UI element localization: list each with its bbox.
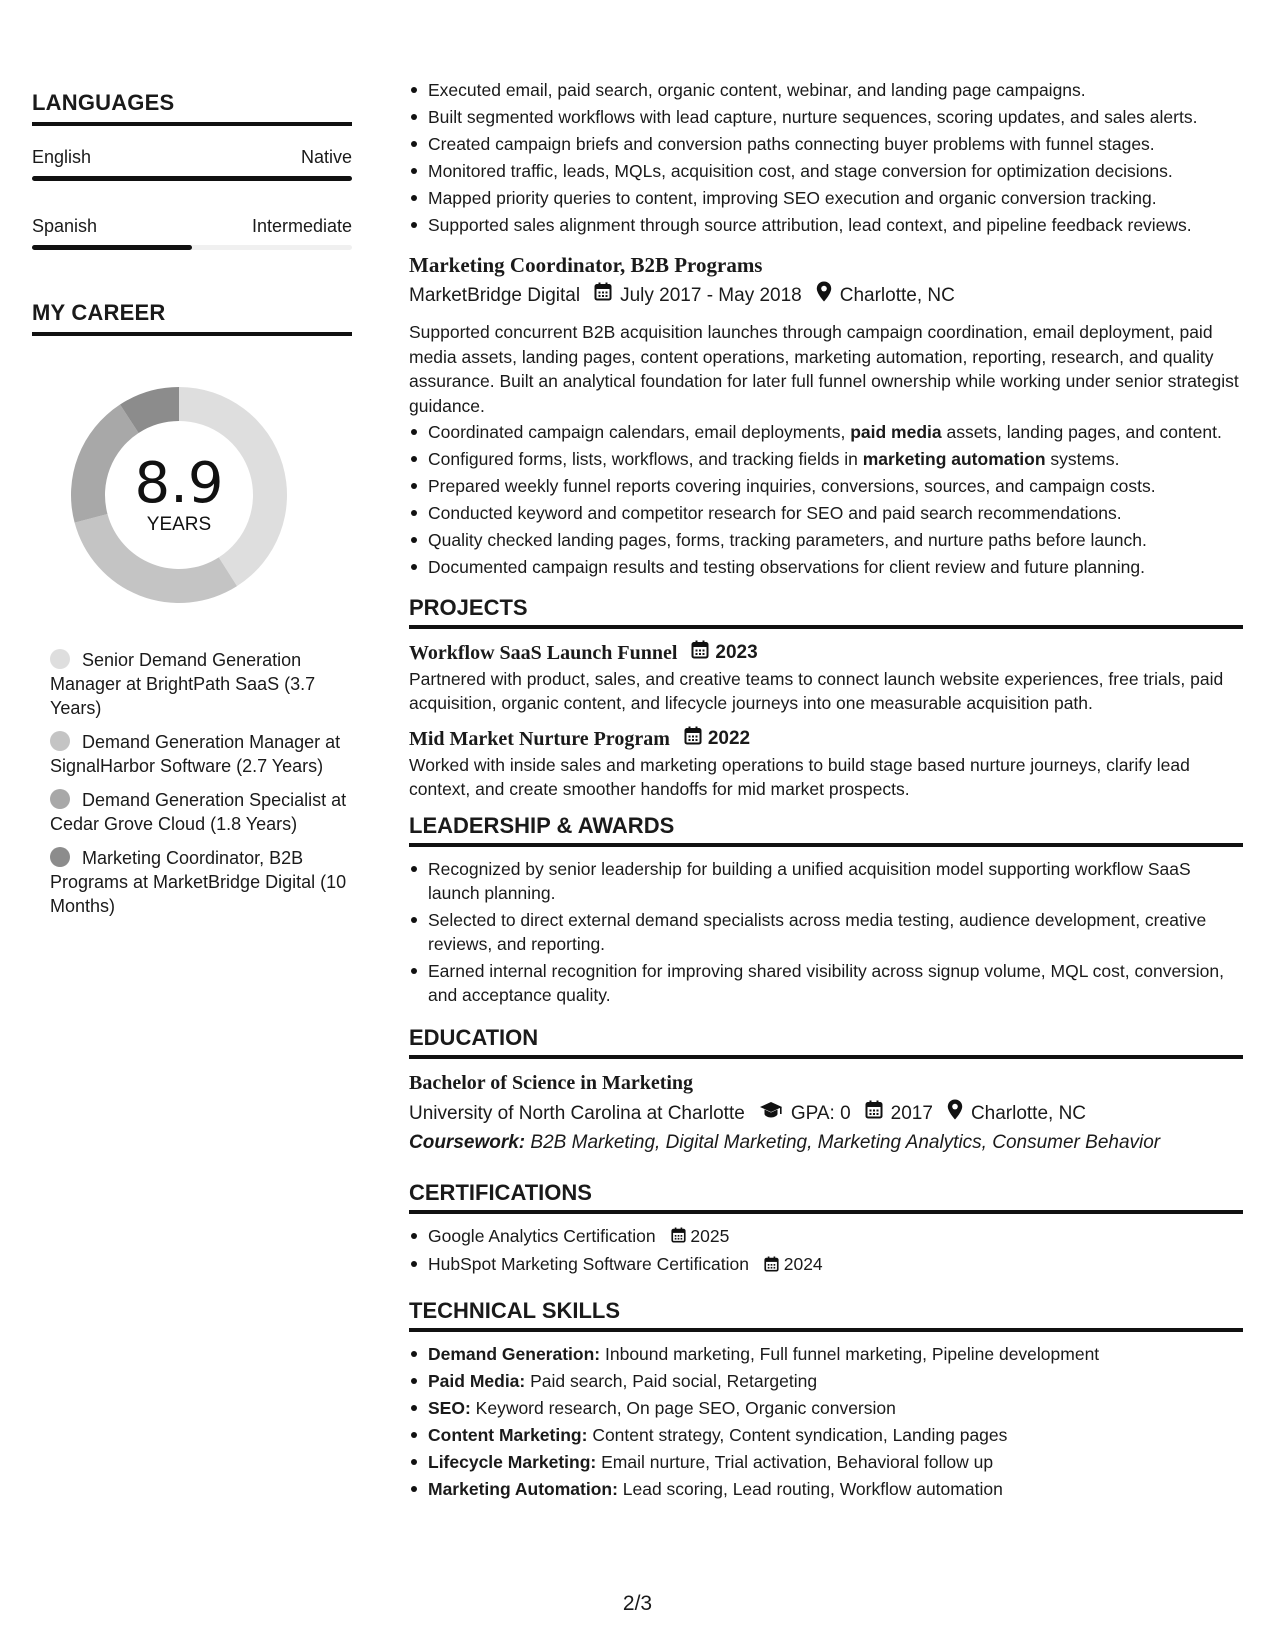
bullet-item: Recognized by senior leadership for building a unified acquisition model supporting workflow SaaS launch planning. — [409, 857, 1243, 905]
page-number: 2/3 — [622, 1592, 653, 1615]
job-title: Marketing Coordinator, B2B Programs — [409, 253, 763, 277]
leadership-section — [409, 813, 1243, 1007]
project-year: 2023 — [715, 642, 758, 663]
education-heading: EDUCATION — [409, 1025, 1243, 1059]
certification-year: 2025 — [690, 1226, 730, 1246]
calendar-icon — [671, 1225, 686, 1249]
gpa: GPA: 0 — [790, 1102, 851, 1124]
job-bullets — [409, 420, 1243, 579]
career-donut-chart — [64, 380, 294, 610]
job-company: MarketBridge Digital — [409, 284, 581, 306]
certification-item — [409, 1224, 1243, 1249]
skill-item — [409, 1477, 1243, 1501]
career-legend-label: Senior Demand Generation Manager at BrightPath SaaS (3.7 Years) — [50, 650, 316, 718]
project-description: Worked with inside sales and marketing operations to build stage based nurture journeys, clarify lead context, and create smoother handoffs for mid market prospects. — [409, 755, 1190, 799]
job-summary: Supported concurrent B2B acquisition launches through campaign coordination, email deployment, paid media assets, landing pages, content operations, marketing automation, reporting, research, and quality assurance. Built an analytical foundation for later full funnel ownership while working under senior strategist guidance. — [409, 322, 1239, 416]
project-year: 2022 — [707, 728, 751, 749]
job-meta — [409, 281, 1243, 310]
skill-category: Marketing Automation: — [428, 1478, 618, 1499]
bullet-text: Coordinated campaign calendars, email deployments, — [428, 422, 851, 442]
career-total-unit: YEARS — [146, 514, 212, 535]
skill-item — [409, 1396, 1243, 1420]
skill-values: Paid search, Paid social, Retargeting — [525, 1370, 818, 1391]
career-legend-item — [50, 788, 352, 836]
skill-values: Content strategy, Content syndication, Landing pages — [587, 1424, 1008, 1445]
job-location: Charlotte, NC — [839, 284, 955, 306]
project-name: Workflow SaaS Launch Funnel — [409, 642, 678, 664]
project-name: Mid Market Nurture Program — [409, 728, 670, 750]
skill-category: Content Marketing: — [428, 1424, 588, 1445]
location-pin-icon — [947, 1099, 963, 1128]
bullet-keyword: marketing automation — [862, 449, 1046, 469]
calendar-icon — [764, 1254, 779, 1278]
language-item — [32, 146, 352, 181]
legend-dot — [50, 649, 70, 669]
legend-dot — [50, 789, 70, 809]
bullet-text: assets, landing pages, and content. — [941, 422, 1222, 442]
bullet-item: Built segmented workflows with lead capture, nurture sequences, scoring updates, and sales alerts. — [409, 105, 1243, 129]
career-legend-label: Marketing Coordinator, B2B Programs at MarketBridge Digital (10 Months) — [50, 848, 347, 916]
leadership-list — [409, 857, 1243, 1007]
bullet-item: Prepared weekly funnel reports covering inquiries, conversions, sources, and campaign costs. — [409, 474, 1243, 498]
leadership-heading: LEADERSHIP & AWARDS — [409, 813, 1243, 847]
skills-list — [409, 1342, 1243, 1501]
project-description: Partnered with product, sales, and creative teams to connect launch website experiences, free trials, paid acquisition, organic content, and lifecycle journeys into one measurable acquisition path. — [409, 669, 1224, 713]
language-level: Native — [300, 147, 352, 167]
career-section — [32, 300, 352, 918]
projects-section — [409, 595, 1243, 801]
school-name: University of North Carolina at Charlotte — [409, 1102, 745, 1124]
certification-item — [409, 1252, 1243, 1277]
calendar-icon — [594, 282, 612, 309]
skill-values: Lead scoring, Lead routing, Workflow automation — [617, 1478, 1003, 1499]
main-column — [409, 78, 1243, 1504]
certifications-heading: CERTIFICATIONS — [409, 1180, 1243, 1214]
career-legend-label: Demand Generation Manager at SignalHarbor Software (2.7 Years) — [50, 732, 341, 776]
career-heading: MY CAREER — [32, 300, 352, 336]
school-location: Charlotte, NC — [970, 1102, 1087, 1124]
calendar-icon — [691, 639, 709, 667]
sidebar — [32, 90, 352, 928]
certifications-list — [409, 1224, 1243, 1278]
bullet-item: Earned internal recognition for improving shared visibility across signup volume, MQL cost, conversion, and acceptance quality. — [409, 959, 1243, 1007]
bullet-item: Quality checked landing pages, forms, tracking parameters, and nurture paths before launch. — [409, 528, 1243, 552]
bullet-item: Documented campaign results and testing observations for client review and future planning. — [409, 555, 1243, 579]
bullet-item: Supported sales alignment through source attribution, lead context, and pipeline feedback reviews. — [409, 213, 1243, 237]
skills-section — [409, 1298, 1243, 1501]
language-item — [32, 215, 352, 250]
coursework-list: B2B Marketing, Digital Marketing, Marketing Analytics, Consumer Behavior — [525, 1132, 1161, 1153]
language-proficiency-bar — [32, 245, 352, 250]
bullet-item — [409, 447, 1243, 471]
projects-heading: PROJECTS — [409, 595, 1243, 629]
bullet-item — [409, 420, 1243, 444]
previous-job-bullets — [409, 78, 1243, 237]
bullet-text: Configured forms, lists, workflows, and tracking fields in — [428, 449, 863, 469]
certification-year: 2024 — [783, 1254, 823, 1275]
skill-item — [409, 1450, 1243, 1474]
education-meta — [409, 1099, 1243, 1128]
calendar-icon — [865, 1100, 883, 1127]
degree-title: Bachelor of Science in Marketing — [409, 1072, 694, 1094]
skill-category: Demand Generation: — [428, 1343, 601, 1364]
graduation-cap-icon — [759, 1101, 783, 1127]
languages-heading: LANGUAGES — [32, 90, 352, 126]
bullet-item: Conducted keyword and competitor research for SEO and paid search recommendations. — [409, 501, 1243, 525]
skill-category: Lifecycle Marketing: — [428, 1451, 597, 1472]
skill-category: SEO: — [428, 1397, 471, 1418]
language-proficiency-bar — [32, 176, 352, 181]
career-total-years: 8.9 — [134, 451, 224, 516]
legend-dot — [50, 847, 70, 867]
language-name: English — [32, 147, 92, 167]
language-proficiency-fill — [32, 245, 192, 250]
career-legend-item — [50, 648, 352, 720]
project-title — [409, 725, 1243, 753]
calendar-icon — [684, 725, 702, 753]
skill-values: Keyword research, On page SEO, Organic conversion — [470, 1397, 896, 1418]
bullet-item: Created campaign briefs and conversion paths connecting buyer problems with funnel stages. — [409, 132, 1243, 156]
bullet-item: Executed email, paid search, organic content, webinar, and landing page campaigns. — [409, 78, 1243, 102]
bullet-item: Mapped priority queries to content, improving SEO execution and organic conversion tracking. — [409, 186, 1243, 210]
coursework — [409, 1128, 1243, 1158]
legend-dot — [50, 731, 70, 751]
certification-name: HubSpot Marketing Software Certification — [428, 1254, 749, 1275]
bullet-keyword: paid media — [850, 422, 942, 442]
skill-item — [409, 1342, 1243, 1366]
skill-item — [409, 1369, 1243, 1393]
certification-name: Google Analytics Certification — [428, 1226, 656, 1246]
skill-values: Email nurture, Trial activation, Behavioral follow up — [596, 1451, 994, 1472]
bullet-text: systems. — [1045, 449, 1120, 469]
language-proficiency-fill — [32, 176, 352, 181]
education-section — [409, 1025, 1243, 1158]
skill-values: Inbound marketing, Full funnel marketing, Pipeline development — [600, 1343, 1100, 1364]
location-pin-icon — [816, 281, 832, 310]
graduation-year: 2017 — [890, 1102, 933, 1124]
skills-heading: TECHNICAL SKILLS — [409, 1298, 1243, 1332]
career-legend-label: Demand Generation Specialist at Cedar Grove Cloud (1.8 Years) — [50, 790, 347, 834]
career-legend-item — [50, 730, 352, 778]
languages-list — [32, 146, 352, 250]
job-dates: July 2017 - May 2018 — [620, 284, 802, 306]
coursework-label: Coursework: — [409, 1132, 526, 1153]
skill-category: Paid Media: — [428, 1370, 526, 1391]
bullet-item: Monitored traffic, leads, MQLs, acquisition cost, and stage conversion for optimization decisions. — [409, 159, 1243, 183]
career-legend — [32, 648, 352, 918]
skill-item — [409, 1423, 1243, 1447]
language-name: Spanish — [32, 216, 98, 236]
project-title — [409, 639, 1243, 667]
career-legend-item — [50, 846, 352, 918]
language-level: Intermediate — [251, 216, 352, 236]
certifications-section — [409, 1180, 1243, 1278]
bullet-item: Selected to direct external demand specialists across media testing, audience development, creative reviews, and reporting. — [409, 908, 1243, 956]
